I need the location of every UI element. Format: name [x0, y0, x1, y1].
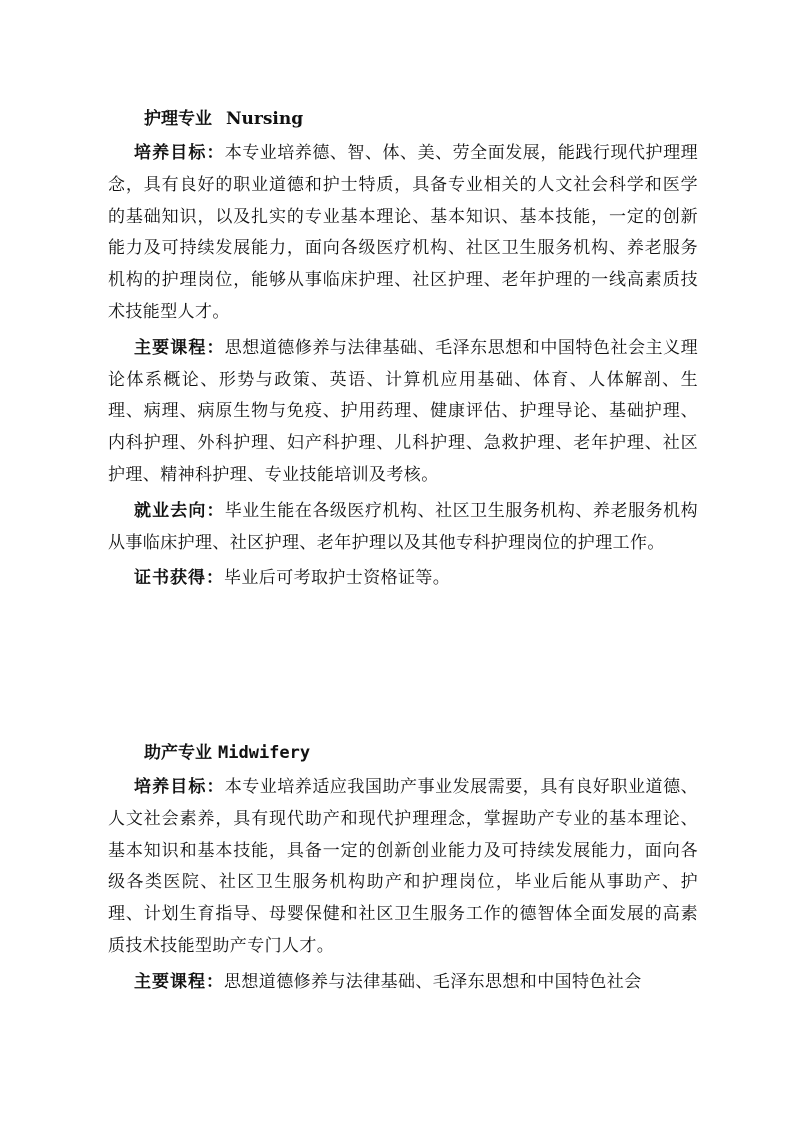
- section-title-cn: 护理专业: [144, 109, 212, 129]
- paragraph-training-goal: [108, 772, 698, 963]
- paragraph-text: 毕业后可考取护士资格证等。: [224, 568, 451, 589]
- paragraph-text: 毕业生能在各级医疗机构、社区卫生服务机构、养老服务机构从事临床护理、社区护理、老年护理以及其他专科护理岗位的护理工作。: [108, 500, 698, 553]
- section-title-en: Nursing: [226, 109, 304, 129]
- paragraph-text: 本专业培养德、智、体、美、劳全面发展，能践行现代护理理念，具有良好的职业道德和护士特质，具备专业相关的人文社会科学和医学的基础知识，以及扎实的专业基本理论、基本知识、基本技能，一定的创新能力及可持续发展能力，面向各级医疗机构、社区卫生服务机构、养老服务机构的护理岗位，能够从事临床护理、社区护理、老年护理的一线高素质技术技能型人才。: [108, 143, 698, 322]
- section-heading: [144, 104, 698, 134]
- section-title-cn: 助产专业: [144, 743, 212, 763]
- paragraph-label: 主要课程：: [134, 971, 224, 992]
- paragraph-label: 培养目标：: [134, 143, 225, 163]
- paragraph-certificate: [108, 563, 698, 595]
- paragraph-training-goal: [108, 138, 698, 329]
- paragraph-label: 培养目标：: [134, 777, 225, 797]
- section-midwifery: [108, 738, 698, 999]
- paragraph-label: 证书获得：: [134, 568, 224, 589]
- paragraph-main-courses: [108, 333, 698, 492]
- paragraph-employment: [108, 496, 698, 560]
- paragraph-text: 思想道德修养与法律基础、毛泽东思想和中国特色社会主义理论体系概论、形势与政策、英语、计算机应用基础、体育、人体解剖、生理、病理、病原生物与免疫、护用药理、健康评估、护理导论、基础护理、内科护理、外科护理、妇产科护理、儿科护理、急救护理、老年护理、社区护理、精神科护理、专业技能培训及考核。: [108, 337, 698, 485]
- paragraph-main-courses: [108, 967, 698, 999]
- paragraph-text: 思想道德修养与法律基础、毛泽东思想和中国特色社会: [224, 971, 642, 992]
- section-nursing: [108, 104, 698, 595]
- paragraph-label: 就业去向：: [134, 500, 225, 521]
- paragraph-label: 主要课程：: [134, 337, 225, 358]
- section-title-en: Midwifery: [218, 743, 311, 763]
- section-heading: [144, 738, 698, 768]
- paragraph-text: 本专业培养适应我国助产事业发展需要，具有良好职业道德、人文社会素养，具有现代助产和现代护理理念，掌握助产专业的基本理论、基本知识和基本技能，具备一定的创新创业能力及可持续发展能力，面向各级各类医院、社区卫生服务机构助产和护理岗位，毕业后能从事助产、护理、计划生育指导、母婴保健和社区卫生服务工作的德智体全面发展的高素质技术技能型助产专门人才。: [108, 777, 698, 956]
